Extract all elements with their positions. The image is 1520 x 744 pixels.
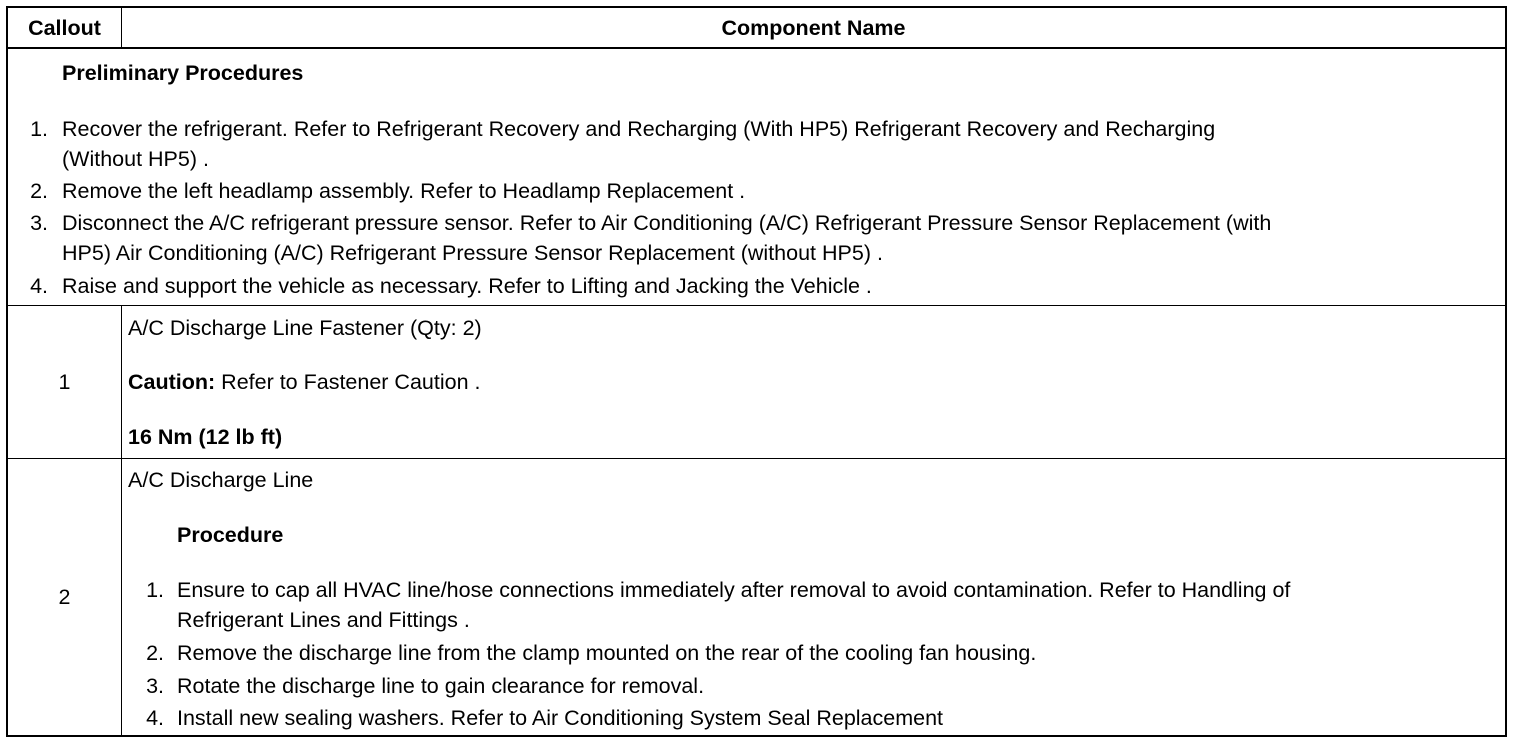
prelim-step-text: Raise and support the vehicle as necessary. Refer to Lifting and Jacking the Vehicle .: [62, 274, 872, 298]
preliminary-title: Preliminary Procedures: [62, 61, 304, 85]
procedure-step-text: Install new sealing washers. Refer to Air Conditioning System Seal Replacement: [177, 706, 944, 730]
preliminary-procedures-row: [8, 49, 1505, 306]
procedure-step-text: Ensure to cap all HVAC line/hose connections immediately after removal to avoid contamination. Refer to Handling of: [177, 578, 1291, 602]
prelim-step-text: Remove the left headlamp assembly. Refer to Headlamp Replacement .: [62, 179, 746, 203]
table-row: [8, 306, 1505, 459]
caution-note: [128, 370, 480, 394]
header-callout: Callout: [8, 8, 122, 47]
procedure-step-number: 1.: [146, 578, 164, 602]
callout-number: 1: [8, 306, 122, 458]
prelim-step-number: 3.: [30, 211, 48, 235]
prelim-step-text: Recover the refrigerant. Refer to Refrigerant Recovery and Recharging (With HP5) Refrigerant Recovery and Recharging: [62, 117, 1216, 141]
prelim-step-number: 4.: [30, 274, 48, 298]
prelim-step-text: (Without HP5) .: [62, 147, 209, 171]
procedure-title: Procedure: [177, 523, 284, 547]
torque-spec: 16 Nm (12 lb ft): [128, 425, 283, 449]
prelim-step-number: 1.: [30, 117, 48, 141]
procedure-step-number: 2.: [146, 641, 164, 665]
callout-number: 2: [8, 459, 122, 735]
procedure-step-text: Remove the discharge line from the clamp mounted on the rear of the cooling fan housing.: [177, 641, 1037, 665]
procedure-step-text: Rotate the discharge line to gain clearance for removal.: [177, 674, 705, 698]
table-header-row: [8, 8, 1505, 49]
prelim-step-text: Disconnect the A/C refrigerant pressure sensor. Refer to Air Conditioning (A/C) Refrigerant Pressure Sensor Replacement (with: [62, 211, 1272, 235]
procedure-table: [6, 6, 1507, 737]
component-name: A/C Discharge Line: [128, 468, 314, 492]
table-row: [8, 459, 1505, 735]
procedure-step-number: 3.: [146, 674, 164, 698]
prelim-step-text: HP5) Air Conditioning (A/C) Refrigerant Pressure Sensor Replacement (without HP5) .: [62, 241, 883, 265]
header-component-name: Component Name: [721, 16, 906, 40]
caution-label: Caution:: [128, 370, 216, 394]
procedure-step-number: 4.: [146, 706, 164, 730]
procedure-step-text: Refrigerant Lines and Fittings .: [177, 608, 470, 632]
caution-text: Refer to Fastener Caution .: [215, 370, 481, 394]
prelim-step-number: 2.: [30, 179, 48, 203]
component-name: A/C Discharge Line Fastener (Qty: 2): [128, 316, 482, 340]
